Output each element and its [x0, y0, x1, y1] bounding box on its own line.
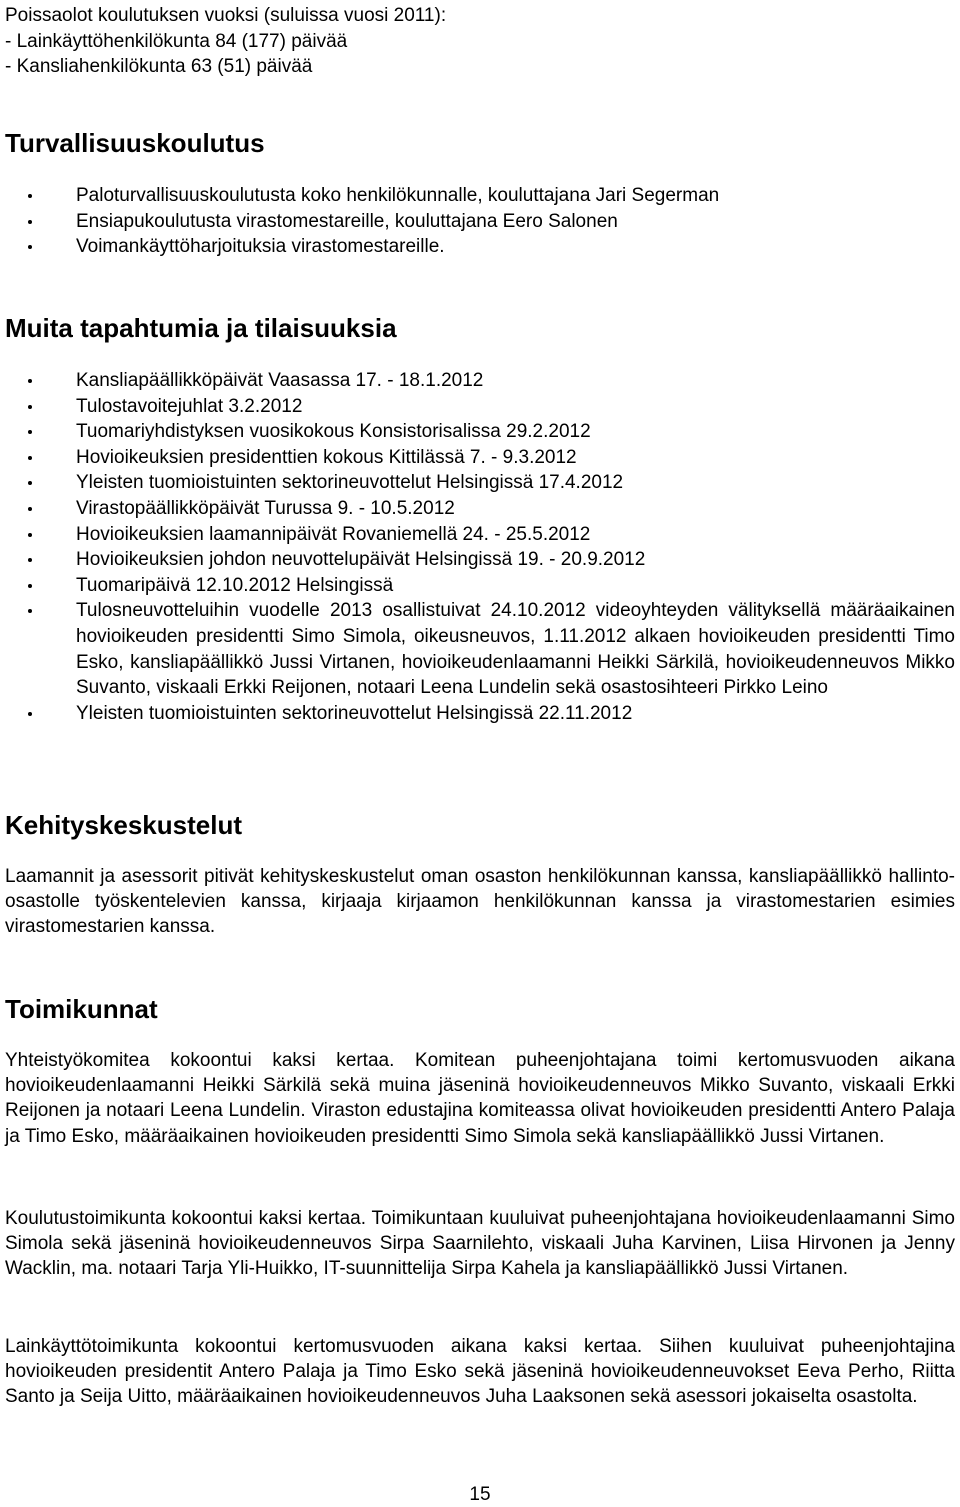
list-item: Yleisten tuomioistuinten sektorineuvottelut Helsingissä 17.4.2012 [5, 470, 955, 496]
list-item: Tuomariyhdistyksen vuosikokous Konsistorisalissa 29.2.2012 [5, 419, 955, 445]
list-item: Hovioikeuksien johdon neuvottelupäivät Helsingissä 19. - 20.9.2012 [5, 547, 955, 573]
training-committee-paragraph: Koulutustoimikunta kokoontui kaksi kertaa. Toimikuntaan kuuluivat puheenjohtajana hovioikeudenlaamanni Simo Simola sekä jäseninä hovioikeudenneuvos Sirpa Saarnilehto, viskaali Juha Karvinen, Liisa Hirvonen ja Jenny Wacklin, ma. notaari Tarja Yli-Huikko, IT-suunnittelija Sirpa Kahela ja kansliapäällikkö Jussi Virtanen. [5, 1208, 955, 1280]
page-number: 15 [469, 1484, 491, 1505]
absence-summary-title: Poissaolot koulutuksen vuoksi (suluissa vuosi 2011): [5, 5, 447, 26]
committees-heading: Toimikunnat [5, 994, 158, 1024]
absence-office-staff: - Kansliahenkilökunta 63 (51) päivää [5, 56, 313, 77]
list-item: Virastopäällikköpäivät Turussa 9. - 10.5.2012 [5, 496, 955, 522]
events-list [5, 368, 955, 726]
safety-training-list [5, 183, 955, 260]
list-item: Ensiapukoulutusta virastomestareille, kouluttajana Eero Salonen [5, 209, 955, 235]
list-item: Voimankäyttöharjoituksia virastomestareille. [5, 234, 955, 260]
events-heading: Muita tapahtumia ja tilaisuuksia [5, 313, 397, 343]
cooperation-committee-paragraph: Yhteistyökomitea kokoontui kaksi kertaa. Komitean puheenjohtajana toimi kertomusvuoden aikana hovioikeudenlaamanni Heikki Särkilä sekä muina jäseninä hovioikeudenneuvos Mikko Suvanto, viskaali Erkki Reijonen ja notaari Leena Lundelin. Viraston edustajina komiteassa olivat hovioikeuden presidentti Antero Palaja ja Timo Esko, määräaikainen hovioikeuden presidentti Simo Simola sekä kansliapäällikkö Jussi Virtanen. [5, 1050, 955, 1147]
list-item: Kansliapäällikköpäivät Vaasassa 17. - 18.1.2012 [5, 368, 955, 394]
list-item-results-negotiations: Tulosneuvotteluihin vuodelle 2013 osallistuivat 24.10.2012 videoyhteyden välityksellä määräaikainen hovioikeuden presidentti Simo Simola, oikeusneuvos, 1.11.2012 alkaen hovioikeuden presidentti Timo Esko, kansliapäällikkö Jussi Virtanen, hovioikeudenlaamanni Heikki Särkilä, hovioikeudenneuvos Mikko Suvanto, viskaali Erkki Reijonen, notaari Leena Lundelin sekä osastosihteeri Pirkko Leino [5, 598, 955, 700]
list-item: Hovioikeuksien laamannipäivät Rovaniemellä 24. - 25.5.2012 [5, 522, 955, 548]
development-discussions-heading: Kehityskeskustelut [5, 810, 242, 840]
jurisdiction-committee-paragraph: Lainkäyttötoimikunta kokoontui kertomusvuoden aikana kaksi kertaa. Siihen kuuluivat puheenjohtajina hovioikeuden presidentit Antero Palaja ja Timo Esko sekä jäseninä hovioikeudenneuvokset Eeva Perho, Riitta Santo ja Seija Uitto, määräaikainen hovioikeudenneuvos Juha Laaksonen sekä asessori jokaiselta osastolta. [5, 1336, 955, 1408]
safety-training-heading: Turvallisuuskoulutus [5, 128, 265, 158]
list-item: Tulostavoitejuhlat 3.2.2012 [5, 394, 955, 420]
list-item: Yleisten tuomioistuinten sektorineuvottelut Helsingissä 22.11.2012 [5, 701, 955, 727]
development-discussions-text: Laamannit ja asessorit pitivät kehityskeskustelut oman osaston henkilökunnan kanssa, kansliapäällikkö hallinto-osastolle työskentelevien kanssa, kirjaaja kirjaamon henkilökunnan kanssa ja virastomestarien esimies virastomestarien kanssa. [5, 866, 955, 938]
absence-judicial-staff: - Lainkäyttöhenkilökunta 84 (177) päivää [5, 31, 348, 52]
list-item: Paloturvallisuuskoulutusta koko henkilökunnalle, kouluttajana Jari Segerman [5, 183, 955, 209]
list-item: Hovioikeuksien presidenttien kokous Kittilässä 7. - 9.3.2012 [5, 445, 955, 471]
list-item: Tuomaripäivä 12.10.2012 Helsingissä [5, 573, 955, 599]
